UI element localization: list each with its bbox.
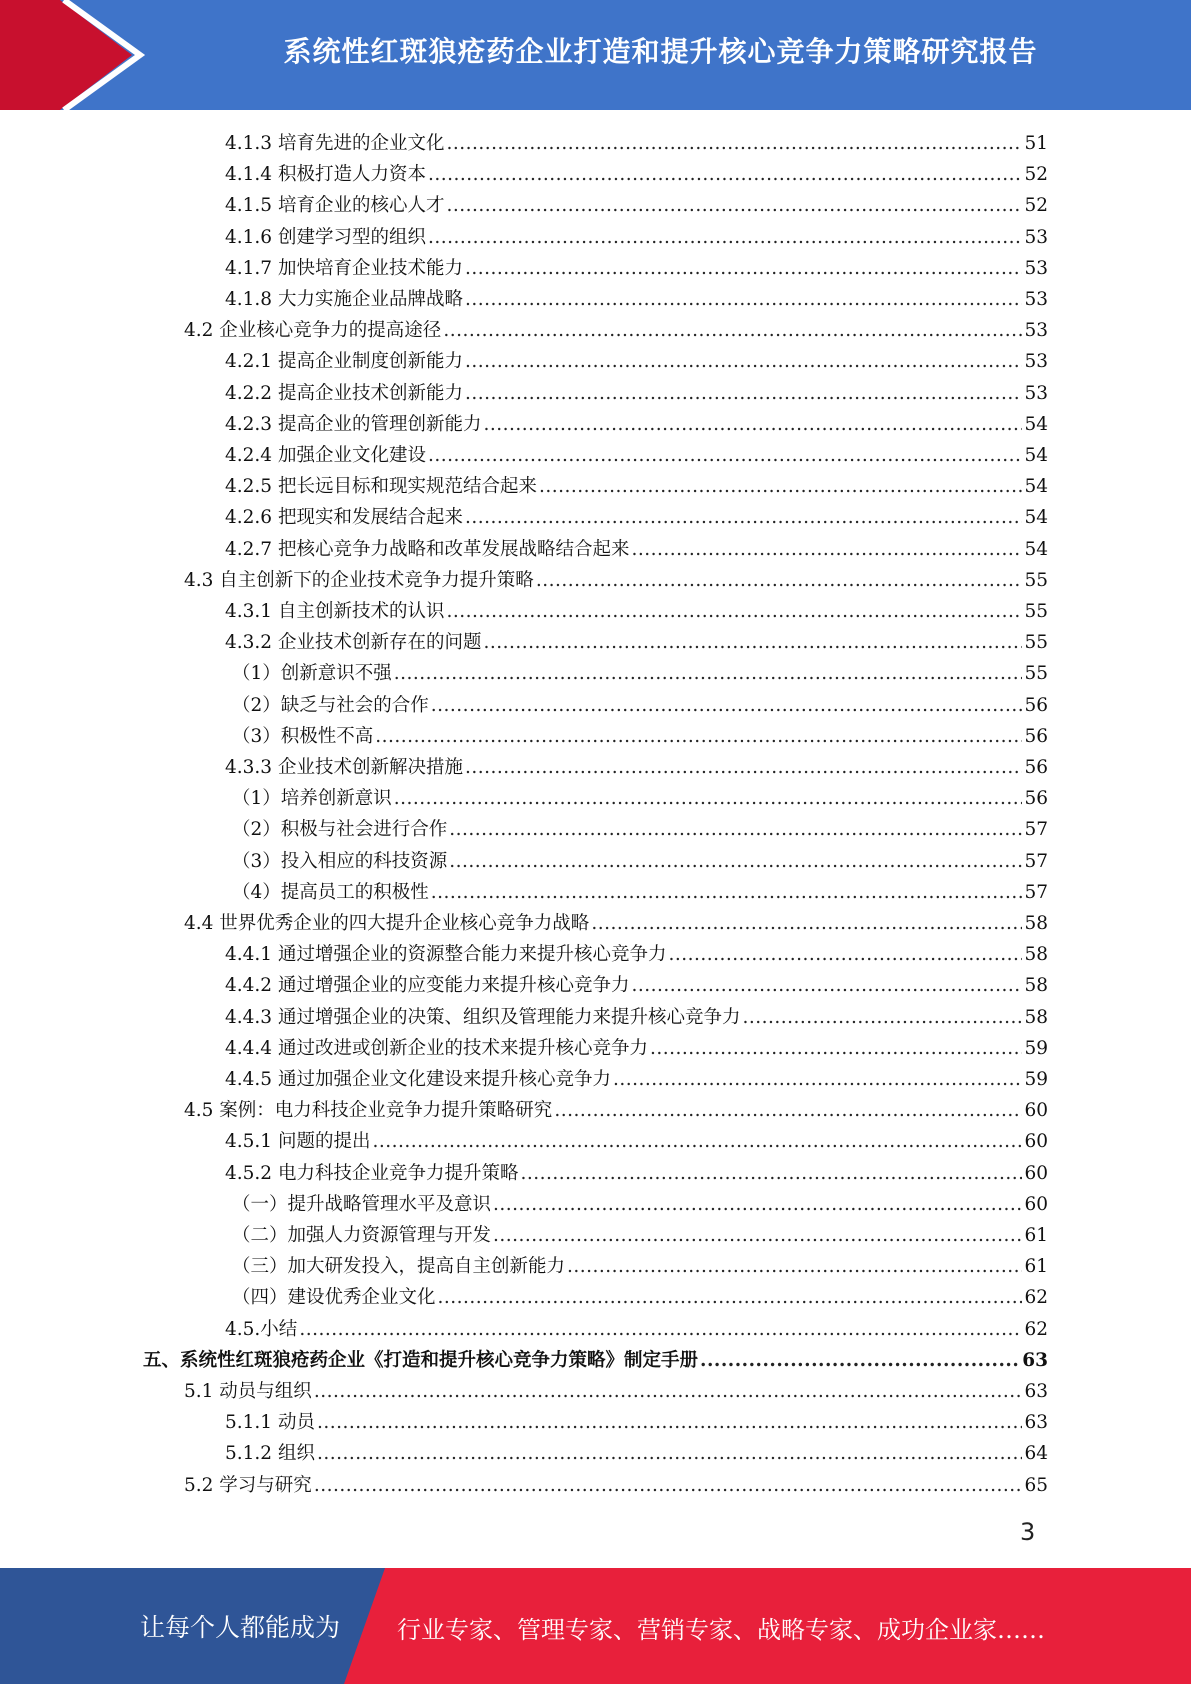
- toc-entry-page: 65: [1024, 1474, 1048, 1496]
- toc-dot-leader: [567, 1251, 1022, 1282]
- toc-entry-page: 59: [1024, 1069, 1048, 1090]
- toc-entry-title: 4.1.5 培育企业的核心人才: [225, 195, 445, 217]
- toc-dot-leader: [591, 908, 1022, 939]
- toc-entry-page: 53: [1024, 351, 1048, 373]
- toc-entry-title: 4.4.1 通过增强企业的资源整合能力来提升核心竞争力: [225, 944, 667, 966]
- toc-dot-leader: [520, 1158, 1022, 1189]
- toc-entry-title: 4.4.3 通过增强企业的决策、组织及管理能力来提升核心竞争力: [225, 1006, 741, 1028]
- toc-entry-page: 63: [1024, 1381, 1048, 1402]
- toc-entry-title: 4.1.7 加快培育企业技术能力: [225, 257, 463, 279]
- toc-entry-page: 54: [1024, 538, 1048, 560]
- toc-entry[interactable]: [232, 1282, 1048, 1313]
- toc-entry-title: 五、系统性红斑狼疮药企业《打造和提升核心竞争力策略》制定手册: [143, 1349, 699, 1371]
- toc-entry-page: 64: [1024, 1443, 1048, 1465]
- toc-entry-page: 62: [1024, 1287, 1048, 1309]
- toc-entry-page: 58: [1024, 975, 1048, 997]
- toc-entry[interactable]: [225, 1126, 1048, 1157]
- toc-entry[interactable]: [225, 627, 1048, 658]
- toc-dot-leader: [493, 1189, 1022, 1220]
- toc-entry-page: 55: [1024, 632, 1048, 654]
- toc-entry-title: 4.5 案例：电力科技企业竞争力提升策略研究: [184, 1100, 553, 1122]
- toc-entry-title: 4.2.6 把现实和发展结合起来: [225, 507, 463, 529]
- toc-entry[interactable]: [225, 1002, 1048, 1033]
- toc-entry-page: 59: [1024, 1037, 1048, 1059]
- toc-dot-leader: [317, 1407, 1023, 1438]
- page-number: 3: [1020, 1518, 1036, 1546]
- toc-entry-page: 55: [1024, 601, 1048, 622]
- toc-entry-page: 57: [1024, 819, 1048, 841]
- toc-dot-leader: [317, 1438, 1023, 1469]
- toc-entry[interactable]: [232, 1189, 1048, 1220]
- toc-entry[interactable]: [225, 409, 1048, 440]
- toc-entry-title: 4.2.4 加强企业文化建设: [225, 445, 426, 466]
- toc-dot-leader: [465, 253, 1022, 284]
- toc-entry-title: 4.5.小结: [225, 1318, 298, 1340]
- toc-entry[interactable]: [184, 565, 1048, 596]
- toc-entry[interactable]: [225, 128, 1048, 159]
- toc-entry[interactable]: [232, 877, 1048, 908]
- toc-entry-title: 4.1.3 培育先进的企业文化: [225, 133, 445, 154]
- toc-entry-title: 5.1.1 动员: [225, 1412, 315, 1434]
- toc-entry-title: 4.2.7 把核心竞争力战略和改革发展战略结合起来: [225, 538, 630, 560]
- toc-entry-title: 4.3 自主创新下的企业技术竞争力提升策略: [184, 569, 534, 591]
- page-header: [0, 0, 1191, 110]
- toc-dot-leader: [438, 1282, 1023, 1313]
- toc-entry-title: 4.3.3 企业技术创新解决措施: [225, 757, 463, 778]
- toc-dot-leader: [613, 1064, 1022, 1095]
- toc-dot-leader: [449, 846, 1022, 877]
- toc-entry[interactable]: [225, 502, 1048, 533]
- toc-entry-page: 56: [1024, 725, 1048, 747]
- toc-dot-leader: [465, 378, 1022, 409]
- toc-entry-page: 53: [1024, 289, 1048, 310]
- toc-dot-leader: [428, 159, 1022, 190]
- toc-entry[interactable]: [225, 1407, 1048, 1438]
- toc-entry-title: 4.4.2 通过增强企业的应变能力来提升核心竞争力: [225, 975, 630, 997]
- toc-entry[interactable]: [184, 908, 1048, 939]
- toc-entry[interactable]: [225, 190, 1048, 221]
- toc-entry[interactable]: [225, 346, 1048, 377]
- toc-entry[interactable]: [225, 970, 1048, 1001]
- toc-dot-leader: [465, 346, 1022, 377]
- toc-dot-leader: [428, 222, 1022, 253]
- toc-entry-title: 4.3.1 自主创新技术的认识: [225, 601, 445, 622]
- toc-dot-leader: [465, 284, 1022, 315]
- toc-dot-leader: [668, 939, 1022, 970]
- toc-entry[interactable]: [232, 690, 1048, 721]
- toc-entry-title: 4.5.1 问题的提出: [225, 1131, 371, 1153]
- toc-dot-leader: [742, 1002, 1022, 1033]
- toc-entry-title: 4.1.6 创建学习型的组织: [225, 226, 426, 248]
- toc-dot-leader: [394, 783, 1023, 814]
- toc-entry[interactable]: [225, 471, 1048, 502]
- toc-dot-leader: [299, 1314, 1022, 1345]
- toc-entry-title: 4.2.2 提高企业技术创新能力: [225, 382, 463, 404]
- toc-entry-page: 60: [1024, 1100, 1048, 1122]
- toc-entry-page: 58: [1024, 913, 1048, 934]
- page-footer: [0, 1568, 1191, 1684]
- toc-entry-page: 56: [1024, 788, 1048, 810]
- toc-entry-page: 56: [1024, 694, 1048, 716]
- toc-entry[interactable]: [225, 1438, 1048, 1469]
- toc-entry-page: 54: [1024, 507, 1048, 529]
- toc-entry-title: 5.1.2 组织: [225, 1443, 315, 1465]
- toc-entry-page: 54: [1024, 476, 1048, 498]
- toc-entry-title: （1）培养创新意识: [232, 788, 392, 810]
- toc-entry-title: （2）积极与社会进行合作: [232, 819, 448, 841]
- toc-entry-page: 57: [1024, 881, 1048, 903]
- toc-entry[interactable]: [225, 1064, 1048, 1095]
- toc-entry-title: （1）创新意识不强: [232, 663, 392, 685]
- toc-entry[interactable]: [225, 284, 1048, 315]
- toc-dot-leader: [428, 440, 1022, 471]
- toc-dot-leader: [314, 1470, 1023, 1501]
- toc-entry-page: 60: [1024, 1193, 1048, 1215]
- toc-entry-title: （4）提高员工的积极性: [232, 881, 429, 903]
- toc-entry-title: 4.5.2 电力科技企业竞争力提升策略: [225, 1162, 519, 1184]
- toc-entry[interactable]: [225, 1158, 1048, 1189]
- toc-entry-page: 53: [1024, 257, 1048, 279]
- toc-entry[interactable]: [232, 783, 1048, 814]
- toc-entry[interactable]: [184, 1470, 1048, 1501]
- toc-dot-leader: [446, 596, 1022, 627]
- toc-dot-leader: [314, 1376, 1023, 1407]
- toc-entry-title: 4.2 企业核心竞争力的提高途径: [184, 320, 442, 342]
- toc-entry-page: 52: [1024, 164, 1048, 186]
- report-title: 系统性红斑狼疮药企业打造和提升核心竞争力策略研究报告: [283, 35, 1038, 68]
- toc-entry-title: （2）缺乏与社会的合作: [232, 694, 429, 716]
- toc-dot-leader: [375, 721, 1022, 752]
- header-red-arrow: [0, 0, 132, 110]
- toc-dot-leader: [483, 409, 1022, 440]
- toc-dot-leader: [650, 1033, 1022, 1064]
- toc-entry-title: 4.2.1 提高企业制度创新能力: [225, 351, 463, 373]
- toc-dot-leader: [431, 877, 1023, 908]
- toc-entry[interactable]: [225, 939, 1048, 970]
- toc-dot-leader: [465, 502, 1022, 533]
- toc-entry-title: 4.3.2 企业技术创新存在的问题: [225, 632, 482, 654]
- toc-entry-page: 58: [1024, 944, 1048, 966]
- toc-dot-leader: [539, 471, 1022, 502]
- toc-entry[interactable]: [225, 253, 1048, 284]
- toc-dot-leader: [465, 752, 1022, 783]
- toc-entry-title: （3）投入相应的科技资源: [232, 850, 448, 872]
- toc-entry-page: 56: [1024, 757, 1048, 778]
- toc-dot-leader: [536, 565, 1023, 596]
- toc-entry[interactable]: [225, 440, 1048, 471]
- toc-entry[interactable]: [225, 752, 1048, 783]
- toc-dot-leader: [483, 627, 1022, 658]
- toc-entry[interactable]: [232, 658, 1048, 689]
- toc-entry[interactable]: [232, 721, 1048, 752]
- toc-dot-leader: [372, 1126, 1022, 1157]
- toc-entry[interactable]: [225, 1314, 1048, 1345]
- toc-entry[interactable]: [225, 159, 1048, 190]
- toc-dot-leader: [446, 128, 1022, 159]
- toc-entry[interactable]: [232, 846, 1048, 877]
- toc-entry-page: 62: [1024, 1318, 1048, 1340]
- footer-slogan-left: 让每个人都能成为: [140, 1613, 341, 1642]
- toc-entry[interactable]: [225, 596, 1048, 627]
- toc-dot-leader: [554, 1095, 1022, 1126]
- toc-dot-leader: [394, 658, 1023, 689]
- toc-entry-page: 54: [1024, 445, 1048, 466]
- toc-entry[interactable]: [225, 1033, 1048, 1064]
- toc-entry-title: 5.2 学习与研究: [184, 1474, 312, 1496]
- toc-entry-page: 55: [1024, 569, 1048, 591]
- toc-entry[interactable]: [225, 222, 1048, 253]
- toc-dot-leader: [449, 814, 1022, 845]
- toc-entry-title: 4.1.4 积极打造人力资本: [225, 164, 426, 186]
- toc-entry-page: 63: [1022, 1349, 1048, 1371]
- toc-entry-title: 4.4 世界优秀企业的四大提升企业核心竞争力战略: [184, 913, 590, 934]
- toc-entry-page: 53: [1024, 382, 1048, 404]
- toc-entry-page: 53: [1024, 320, 1048, 342]
- toc-entry-page: 54: [1024, 413, 1048, 435]
- toc-entry[interactable]: [232, 1220, 1048, 1251]
- toc-entry-page: 60: [1024, 1131, 1048, 1153]
- toc-entry-page: 58: [1024, 1006, 1048, 1028]
- toc-entry[interactable]: [184, 1376, 1048, 1407]
- toc-dot-leader: [443, 315, 1022, 346]
- toc-entry[interactable]: [143, 1345, 1048, 1376]
- toc-dot-leader: [431, 690, 1023, 721]
- toc-entry-page: 63: [1024, 1412, 1048, 1434]
- toc-entry-page: 57: [1024, 850, 1048, 872]
- toc-dot-leader: [631, 534, 1022, 565]
- toc-entry-page: 61: [1024, 1225, 1048, 1246]
- toc-entry-title: 4.4.5 通过加强企业文化建设来提升核心竞争力: [225, 1069, 611, 1090]
- toc-entry-title: 4.1.8 大力实施企业品牌战略: [225, 289, 463, 310]
- toc-entry-title: 4.2.3 提高企业的管理创新能力: [225, 413, 482, 435]
- toc-dot-leader: [631, 970, 1022, 1001]
- toc-entry-title: 4.2.5 把长远目标和现实规范结合起来: [225, 476, 537, 498]
- toc-entry-page: 60: [1024, 1162, 1048, 1184]
- toc-entry[interactable]: [225, 378, 1048, 409]
- toc-entry-title: （3）积极性不高: [232, 725, 374, 747]
- footer-slogan-right: 行业专家、管理专家、营销专家、战略专家、成功企业家……: [397, 1616, 1045, 1644]
- toc-entry-title: （三）加大研发投入，提高自主创新能力: [232, 1256, 566, 1278]
- toc-dot-leader: [446, 190, 1022, 221]
- toc-entry-title: （二）加强人力资源管理与开发: [232, 1225, 492, 1246]
- toc-entry-page: 53: [1024, 226, 1048, 248]
- toc-entry-page: 52: [1024, 195, 1048, 217]
- toc-entry[interactable]: [232, 814, 1048, 845]
- toc-entry-page: 55: [1024, 663, 1048, 685]
- toc-entry[interactable]: [232, 1251, 1048, 1282]
- toc-entry-title: （一）提升战略管理水平及意识: [232, 1193, 492, 1215]
- toc-entry-title: 5.1 动员与组织: [184, 1381, 312, 1402]
- toc-entry[interactable]: [184, 1095, 1048, 1126]
- toc-entry[interactable]: [225, 534, 1048, 565]
- toc-entry[interactable]: [184, 315, 1048, 346]
- toc-dot-leader: [700, 1345, 1020, 1376]
- toc-entry-page: 51: [1024, 133, 1048, 154]
- toc-dot-leader: [493, 1220, 1022, 1251]
- toc-entry-title: 4.4.4 通过改进或创新企业的技术来提升核心竞争力: [225, 1037, 648, 1059]
- toc-entry-page: 61: [1024, 1256, 1048, 1278]
- toc-entry-title: （四）建设优秀企业文化: [232, 1287, 436, 1309]
